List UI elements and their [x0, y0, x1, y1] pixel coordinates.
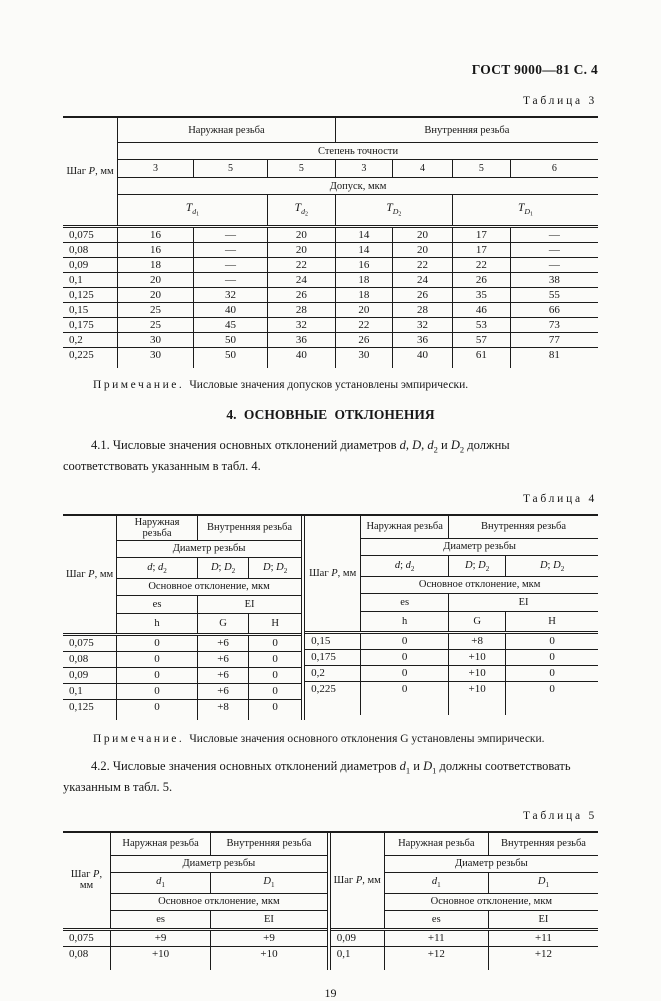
header-G: G	[449, 611, 506, 632]
step-cell: 0,175	[63, 318, 118, 333]
header-EI: EI	[488, 910, 598, 929]
value-cell: —	[510, 258, 598, 273]
value-cell: 18	[335, 288, 392, 303]
value-cell: 14	[335, 227, 392, 243]
table3-header-row-groups	[63, 118, 598, 143]
step-cell: 0,125	[63, 699, 117, 720]
table-row	[305, 649, 598, 665]
step-cell: 0,2	[305, 665, 361, 681]
value-cell: 73	[510, 318, 598, 333]
value-cell: 30	[335, 348, 392, 369]
step-cell: 0,075	[63, 227, 118, 243]
value-cell: 55	[510, 288, 598, 303]
step-cell: 0,1	[63, 273, 118, 288]
header-H: H	[506, 611, 598, 632]
note-label: Примечание.	[93, 732, 185, 745]
table-row	[63, 303, 598, 318]
header-degree: 6	[510, 160, 598, 178]
value-cell: +12	[384, 946, 488, 970]
page-number: 19	[324, 985, 337, 1000]
step-cell: 0,08	[63, 651, 117, 667]
value-cell: 20	[267, 243, 335, 258]
value-cell: 50	[194, 333, 268, 348]
value-cell: 18	[118, 258, 194, 273]
value-cell: 16	[118, 227, 194, 243]
value-cell: +9	[110, 929, 210, 946]
value-cell: 16	[118, 243, 194, 258]
value-cell: 0	[249, 634, 301, 651]
header-D-D2: D; $D_2$	[449, 555, 506, 576]
value-cell: —	[510, 243, 598, 258]
step-cell: 0,09	[63, 667, 117, 683]
table3-body	[63, 227, 598, 369]
value-cell: 14	[335, 243, 392, 258]
header-row	[63, 833, 327, 856]
table-row	[63, 683, 301, 699]
value-cell: 26	[393, 288, 453, 303]
table-row	[63, 243, 598, 258]
table3-wrapper	[63, 116, 598, 368]
header-es: es	[361, 593, 449, 611]
value-cell: —	[194, 273, 268, 288]
value-cell: —	[510, 227, 598, 243]
table-row	[305, 681, 598, 715]
step-cell: 0,09	[331, 929, 384, 946]
header-G: G	[198, 613, 249, 634]
table-row	[63, 348, 598, 369]
table-row	[63, 634, 301, 651]
value-cell: +9	[211, 929, 327, 946]
table3-header	[63, 118, 598, 227]
value-cell: —	[194, 258, 268, 273]
table4-left-half	[63, 516, 301, 720]
header-accuracy: Степень точности	[118, 143, 598, 160]
value-cell: 0	[361, 649, 449, 665]
table4-left-body	[63, 634, 301, 720]
header-step: Шаг P, мм	[63, 516, 117, 635]
document-header: ГОСТ 9000—81 С. 4	[471, 62, 598, 77]
header-row	[331, 833, 598, 856]
table-row	[63, 288, 598, 303]
value-cell: 32	[194, 288, 268, 303]
value-cell: —	[194, 227, 268, 243]
value-cell: 20	[118, 288, 194, 303]
value-cell: 40	[393, 348, 453, 369]
paragraph-4-2: 4.2. Числовые значения основных отклонений диаметров $d_1$ и $D_1$ должны соответствовать указанным в табл. 5.	[63, 758, 571, 794]
header-d1: $d_1$	[110, 872, 210, 893]
header-deviation: Основное отклонение, мкм	[384, 893, 598, 910]
value-cell: 26	[267, 288, 335, 303]
value-cell: 18	[335, 273, 392, 288]
header-degree: 3	[335, 160, 392, 178]
step-cell: 0,175	[305, 649, 361, 665]
value-cell: 0	[249, 683, 301, 699]
table5-left-half	[63, 833, 327, 970]
value-cell: 16	[335, 258, 392, 273]
table5-right	[331, 833, 598, 970]
value-cell: 32	[393, 318, 453, 333]
value-cell: 77	[510, 333, 598, 348]
header-deviation: Основное отклонение, мкм	[110, 893, 326, 910]
header-row	[305, 516, 598, 539]
header-D1: $D_1$	[211, 872, 327, 893]
value-cell: 22	[267, 258, 335, 273]
value-cell: 36	[267, 333, 335, 348]
table5-left-header	[63, 833, 327, 930]
table3-note	[63, 379, 598, 391]
header-h: h	[117, 613, 198, 634]
header-h: h	[361, 611, 449, 632]
step-cell: 0,075	[63, 634, 117, 651]
header-D-D2: D; $D_2$	[249, 557, 301, 578]
value-cell: 40	[194, 303, 268, 318]
table5-right-header	[331, 833, 598, 930]
table3	[63, 118, 598, 368]
value-cell: 0	[506, 681, 598, 715]
header-external-thread: Наружная резьба	[384, 833, 488, 856]
value-cell: 28	[267, 303, 335, 318]
value-cell: 22	[393, 258, 453, 273]
note-text: Числовые значения допусков установлены эмпирически.	[189, 379, 469, 391]
table3-header-row-degrees	[63, 160, 598, 178]
value-cell: 0	[361, 665, 449, 681]
header-degree: 4	[393, 160, 453, 178]
value-cell: 20	[393, 243, 453, 258]
table5-group	[63, 831, 598, 970]
header-degree: 5	[267, 160, 335, 178]
table-row	[63, 333, 598, 348]
table5-left	[63, 833, 327, 970]
header-H: H	[249, 613, 301, 634]
table5-left-body	[63, 929, 327, 970]
value-cell: +10	[110, 946, 210, 970]
value-cell: +6	[198, 683, 249, 699]
step-cell: 0,09	[63, 258, 118, 273]
value-cell: 46	[452, 303, 510, 318]
value-cell: 36	[393, 333, 453, 348]
value-cell: 0	[117, 634, 198, 651]
value-cell: 66	[510, 303, 598, 318]
value-cell: +8	[449, 632, 506, 649]
header-degree: 5	[452, 160, 510, 178]
header-es: es	[117, 595, 198, 613]
value-cell: +8	[198, 699, 249, 720]
section-heading: 4. ОСНОВНЫЕ ОТКЛОНЕНИЯ	[226, 407, 435, 422]
value-cell: 45	[194, 318, 268, 333]
header-diameter: Диаметр резьбы	[361, 538, 598, 555]
header-degree: 5	[194, 160, 268, 178]
table4-group	[63, 514, 598, 720]
value-cell: 26	[335, 333, 392, 348]
value-cell: 35	[452, 288, 510, 303]
table-row	[63, 651, 301, 667]
header-step: Шаг P, мм	[63, 833, 110, 930]
header-t-d2: $T_{d2}$	[267, 195, 335, 227]
value-cell: 0	[249, 699, 301, 720]
header-tolerance: Допуск, мкм	[118, 178, 598, 195]
header-diameter: Диаметр резьбы	[384, 855, 598, 872]
header-deviation: Основное отклонение, мкм	[361, 576, 598, 593]
value-cell: 0	[249, 651, 301, 667]
header-deviation: Основное отклонение, мкм	[117, 578, 302, 595]
table4-caption: Таблица 4	[522, 492, 597, 505]
table4-right	[305, 516, 598, 715]
value-cell: 17	[452, 227, 510, 243]
value-cell: 22	[452, 258, 510, 273]
header-internal-thread: Внутренняя резьба	[488, 833, 598, 856]
header-es: es	[384, 910, 488, 929]
value-cell: 20	[267, 227, 335, 243]
header-diameter: Диаметр резьбы	[117, 540, 302, 557]
value-cell: +6	[198, 651, 249, 667]
step-cell: 0,1	[63, 683, 117, 699]
value-cell: +12	[488, 946, 598, 970]
step-cell: 0,125	[63, 288, 118, 303]
step-cell: 0,225	[63, 348, 118, 369]
value-cell: 0	[249, 667, 301, 683]
header-internal-thread: Внутренняя резьба	[198, 516, 302, 541]
step-cell: 0,225	[305, 681, 361, 715]
table4-left	[63, 516, 301, 720]
table3-header-row-tolerance	[63, 178, 598, 195]
table3-header-row-accuracy	[63, 143, 598, 160]
table4-note	[63, 733, 598, 745]
header-d-d2: d; $d_2$	[361, 555, 449, 576]
value-cell: 53	[452, 318, 510, 333]
value-cell: +11	[384, 929, 488, 946]
value-cell: +10	[449, 649, 506, 665]
value-cell: 28	[393, 303, 453, 318]
header-diameter: Диаметр резьбы	[110, 855, 326, 872]
header-external-thread: Наружная резьба	[110, 833, 210, 856]
step-cell: 0,075	[63, 929, 110, 946]
table3-header-row-symbols	[63, 195, 598, 227]
value-cell: +10	[449, 665, 506, 681]
value-cell: 0	[361, 681, 449, 715]
note-label: Примечание.	[93, 379, 185, 391]
value-cell: 32	[267, 318, 335, 333]
table-row	[63, 929, 327, 946]
value-cell: 0	[506, 665, 598, 681]
value-cell: 0	[361, 632, 449, 649]
table-row	[63, 273, 598, 288]
table4-right-header	[305, 516, 598, 633]
header-external-thread: Наружная резьба	[117, 516, 198, 541]
value-cell: 24	[393, 273, 453, 288]
header-external-thread: Наружная резьба	[361, 516, 449, 539]
header-internal-thread: Внутренняя резьба	[211, 833, 327, 856]
header-internal-thread: Внутренняя резьба	[449, 516, 598, 539]
value-cell: 0	[506, 632, 598, 649]
header-t-D1: $T_{D1}$	[452, 195, 598, 227]
value-cell: 30	[118, 333, 194, 348]
header-EI: EI	[198, 595, 302, 613]
table4-left-header	[63, 516, 301, 635]
step-cell: 0,2	[63, 333, 118, 348]
header-d1: $d_1$	[384, 872, 488, 893]
header-step: Шаг P, мм	[305, 516, 361, 633]
value-cell: 30	[118, 348, 194, 369]
header-t-d1: $T_{d1}$	[118, 195, 268, 227]
table5-caption: Таблица 5	[522, 809, 597, 822]
header-D1: $D_1$	[488, 872, 598, 893]
table-row	[305, 665, 598, 681]
header-d-d2: d; $d_2$	[117, 557, 198, 578]
header-es: es	[110, 910, 210, 929]
step-cell: 0,08	[63, 243, 118, 258]
value-cell: 0	[117, 683, 198, 699]
header-step: Шаг P, мм	[331, 833, 384, 930]
table-row	[331, 929, 598, 946]
table4-right-half	[305, 516, 598, 720]
value-cell: —	[194, 243, 268, 258]
header-EI: EI	[449, 593, 598, 611]
header-internal-thread: Внутренняя резьба	[335, 118, 598, 143]
table-row	[331, 946, 598, 970]
value-cell: 25	[118, 318, 194, 333]
value-cell: +6	[198, 667, 249, 683]
header-EI: EI	[211, 910, 327, 929]
value-cell: 38	[510, 273, 598, 288]
value-cell: +10	[449, 681, 506, 715]
step-cell: 0,1	[331, 946, 384, 970]
header-D-D2: D; $D_2$	[506, 555, 598, 576]
value-cell: 22	[335, 318, 392, 333]
value-cell: 17	[452, 243, 510, 258]
table-row	[63, 946, 327, 970]
value-cell: 26	[452, 273, 510, 288]
table5-right-body	[331, 929, 598, 970]
value-cell: 0	[506, 649, 598, 665]
header-D-D2: D; $D_2$	[198, 557, 249, 578]
table-row	[63, 258, 598, 273]
table-row	[63, 227, 598, 243]
value-cell: 57	[452, 333, 510, 348]
step-cell: 0,08	[63, 946, 110, 970]
table3-caption: Таблица 3	[522, 95, 597, 107]
table-row	[63, 667, 301, 683]
header-external-thread: Наружная резьба	[118, 118, 336, 143]
value-cell: 20	[393, 227, 453, 243]
value-cell: +11	[488, 929, 598, 946]
step-cell: 0,15	[305, 632, 361, 649]
value-cell: 20	[335, 303, 392, 318]
table-row	[305, 632, 598, 649]
table5-right-half	[331, 833, 598, 970]
value-cell: 81	[510, 348, 598, 369]
paragraph-4-1: 4.1. Числовые значения основных отклонений диаметров d, D, $d_2$ и $D_2$ должны соответствовать указанным в табл. 4.	[63, 438, 510, 473]
value-cell: 25	[118, 303, 194, 318]
value-cell: 0	[117, 667, 198, 683]
header-step: Шаг P, мм	[63, 118, 118, 227]
value-cell: +10	[211, 946, 327, 970]
value-cell: 0	[117, 651, 198, 667]
table-row	[63, 318, 598, 333]
value-cell: 24	[267, 273, 335, 288]
table4-right-body	[305, 632, 598, 715]
value-cell: 40	[267, 348, 335, 369]
value-cell: 50	[194, 348, 268, 369]
header-degree: 3	[118, 160, 194, 178]
table-row	[63, 699, 301, 720]
value-cell: 61	[452, 348, 510, 369]
note-text: Числовые значения основного отклонения G установлены эмпирически.	[189, 732, 545, 745]
value-cell: 20	[118, 273, 194, 288]
header-t-D2: $T_{D2}$	[335, 195, 452, 227]
value-cell: +6	[198, 634, 249, 651]
step-cell: 0,15	[63, 303, 118, 318]
header-row	[63, 516, 301, 541]
value-cell: 0	[117, 699, 198, 720]
